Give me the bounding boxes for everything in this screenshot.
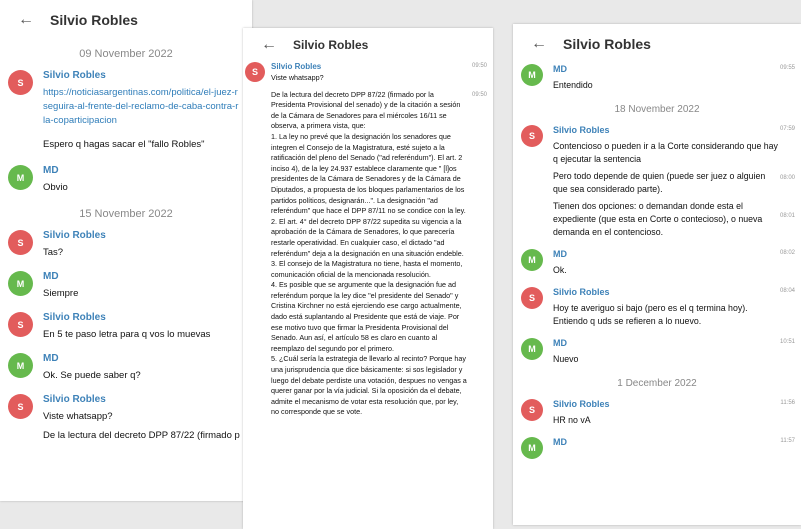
message bbox=[513, 64, 801, 96]
message-paragraph: 5. ¿Cuál sería la estrategia de llevarlo al recinto? Porque hay una jurisprudencia que dice básicamente: si sos legislador y luego del debate perdiste una votación, despues no vengas a querer ganar por la vía judicial. Si la oposición da el debate, admite el mecanismo de votar esta resolución que, por ley, no corresponde que se vote. bbox=[271, 354, 467, 417]
avatar: M bbox=[521, 338, 543, 360]
chat-panel-2 bbox=[243, 28, 493, 529]
sender-name: Silvio Robles bbox=[553, 125, 610, 135]
avatar: M bbox=[521, 64, 543, 86]
message-time: 10:51 bbox=[779, 339, 795, 345]
message bbox=[243, 62, 493, 418]
contact-name: Silvio Robles bbox=[50, 12, 138, 28]
message-time: 11:57 bbox=[780, 438, 795, 444]
message-text: Siempre bbox=[43, 288, 79, 299]
message-paragraph: De la lectura del decreto DPP 87/22 (firmado por la Presidenta Provisional del senado) y de la citación a sesión de la Cámara de Senadores para el miércoles 16/11 se observa, a primera vista, que: bbox=[271, 89, 461, 131]
message bbox=[513, 287, 801, 332]
chat-header bbox=[0, 0, 252, 40]
message bbox=[0, 394, 252, 448]
avatar: S bbox=[521, 399, 543, 421]
message-text: Nuevo bbox=[553, 354, 579, 364]
avatar: M bbox=[8, 165, 33, 190]
message-time: 09:55 bbox=[779, 65, 795, 71]
message-text: Obvio bbox=[43, 182, 68, 193]
sender-name: Silvio Robles bbox=[43, 230, 106, 241]
avatar: M bbox=[521, 437, 543, 459]
message-paragraph: 2. El art. 4° del decreto DPP 87/22 supedita su vigencia a la aprobación de la Cámara de Senadores, lo que parecería restarle operatividad. En cualquier caso, el dictado "ad referéndum" deja a la designación en una situación endeble. bbox=[271, 216, 464, 258]
avatar: S bbox=[521, 287, 543, 309]
message-time: 09:50 bbox=[471, 63, 487, 69]
message-link[interactable]: seguira-al-frente-del-reclamo-de-caba-contra-r bbox=[43, 101, 239, 112]
sender-name: Silvio Robles bbox=[271, 62, 322, 71]
avatar: S bbox=[8, 70, 33, 95]
chat-panel-3 bbox=[513, 24, 801, 525]
avatar: S bbox=[8, 230, 33, 255]
avatar: S bbox=[8, 394, 33, 419]
back-arrow-icon[interactable]: ← bbox=[18, 11, 34, 28]
message-text: De la lectura del decreto DPP 87/22 (firmado p bbox=[43, 430, 240, 441]
chat-panel-1 bbox=[0, 0, 252, 501]
avatar: S bbox=[8, 312, 33, 337]
message-text: Entiendo q uds se refieren a lo nuevo. bbox=[553, 316, 702, 326]
message-paragraph: 1. La ley no prevé que la designación los senadores que integren el Consejo de la Magistratura, esté sujeto a la ratificación del pleno del Senado ("ad referéndum"). El art. 2 inciso 4), de la ley 24.937 establece claramente que " [l]os presidentes de la Cámara de Senadores y de la Cámara de Diputados, a propuesta de los bloques parlamentarios de los partidos políticos, designarán...". La designación "ad referéndum" que hace el DPP 87/11 no se condice con la ley. bbox=[271, 131, 466, 216]
message-link[interactable]: https://noticiasargentinas.com/politica/el-juez-r bbox=[43, 87, 238, 98]
message-time: 08:04 bbox=[779, 288, 795, 294]
avatar: M bbox=[8, 353, 33, 378]
message-time: 11:56 bbox=[780, 400, 795, 406]
message-text: expediente (que esta en Corte o contecioso), o nueva bbox=[553, 214, 763, 224]
back-arrow-icon[interactable]: ← bbox=[531, 35, 547, 52]
message-text: En 5 te paso letra para q vos lo muevas bbox=[43, 329, 211, 340]
avatar: S bbox=[245, 62, 265, 82]
message bbox=[513, 249, 801, 281]
message bbox=[0, 70, 252, 157]
message-time: 09:50 bbox=[471, 92, 487, 98]
sender-name: Silvio Robles bbox=[43, 394, 106, 405]
message bbox=[0, 165, 252, 200]
message-text: Hoy te averiguo si bajo (pero es el q termina hoy). bbox=[553, 303, 748, 313]
message bbox=[513, 399, 801, 431]
message-paragraph: 4. Es posible que se argumente que la designación fue ad referéndum porque la ley dice "el presidente del Senado" y Cristina Kirchner no está ejerciendo ese cargo actualmente, dado está suplantando al Presidente que está de viaje. Por ese motivo tuvo que firmar la Presidenta Provisional del Senado. Aun así, el artículo 58 es claro en cuanto al reemplazo del segundo por el primero. bbox=[271, 280, 462, 353]
message bbox=[513, 338, 801, 370]
avatar: M bbox=[8, 271, 33, 296]
date-separator: 18 November 2022 bbox=[614, 104, 700, 115]
sender-name: Silvio Robles bbox=[553, 287, 610, 297]
sender-name: MD bbox=[43, 271, 59, 282]
message-time: 08:01 bbox=[779, 213, 795, 219]
sender-name: MD bbox=[553, 338, 567, 348]
message-text: Pero todo depende de quien (puede ser juez o alguien bbox=[553, 171, 766, 181]
date-separator: 1 December 2022 bbox=[617, 378, 697, 389]
message-text: Ok. bbox=[553, 265, 567, 275]
message-time: 08:00 bbox=[779, 175, 795, 181]
chat-header bbox=[513, 24, 801, 64]
date-separator: 09 November 2022 bbox=[79, 48, 173, 60]
contact-name: Silvio Robles bbox=[563, 36, 651, 52]
message-text: Tienen dos opciones: o demandan donde esta el bbox=[553, 201, 743, 211]
message-time: 07:59 bbox=[779, 126, 795, 132]
message-text: Ok. Se puede saber q? bbox=[43, 370, 141, 381]
message-text: q ejecutar la sentencia bbox=[553, 154, 642, 164]
message-text: Viste whatsapp? bbox=[43, 411, 113, 422]
message-time: 08:02 bbox=[779, 250, 795, 256]
date-separator: 15 November 2022 bbox=[79, 208, 173, 220]
message-text: Contencioso o pueden ir a la Corte considerando que hay bbox=[553, 141, 778, 151]
contact-name: Silvio Robles bbox=[293, 38, 369, 52]
sender-name: Silvio Robles bbox=[553, 399, 610, 409]
back-arrow-icon[interactable]: ← bbox=[261, 36, 277, 53]
sender-name: MD bbox=[553, 64, 567, 74]
message bbox=[0, 312, 252, 347]
message-paragraph: 3. El consejo de la Magistratura no tiene, hasta el momento, comunicación oficial de la mencionada resolución. bbox=[271, 259, 463, 279]
sender-name: MD bbox=[553, 249, 567, 259]
message-text: Viste whatsapp? bbox=[271, 73, 324, 82]
sender-name: Silvio Robles bbox=[43, 70, 106, 81]
message bbox=[0, 353, 252, 388]
message-text: que sea considerado parte). bbox=[553, 184, 663, 194]
chat-header bbox=[243, 28, 493, 62]
message bbox=[513, 437, 801, 459]
avatar: S bbox=[521, 125, 543, 147]
sender-name: Silvio Robles bbox=[43, 312, 106, 323]
message-link[interactable]: la-coparticipacion bbox=[43, 115, 117, 126]
message-text: demanda en el contencioso. bbox=[553, 227, 664, 237]
message-text: Espero q hagas sacar el "fallo Robles" bbox=[43, 139, 205, 150]
sender-name: MD bbox=[43, 165, 59, 176]
message-text: Entendido bbox=[553, 80, 593, 90]
sender-name: MD bbox=[43, 353, 59, 364]
message bbox=[0, 271, 252, 306]
avatar: M bbox=[521, 249, 543, 271]
sender-name: MD bbox=[553, 437, 567, 447]
message-text: Tas? bbox=[43, 247, 64, 258]
message bbox=[0, 230, 252, 265]
message bbox=[513, 125, 801, 243]
message-text: HR no vA bbox=[553, 415, 591, 425]
